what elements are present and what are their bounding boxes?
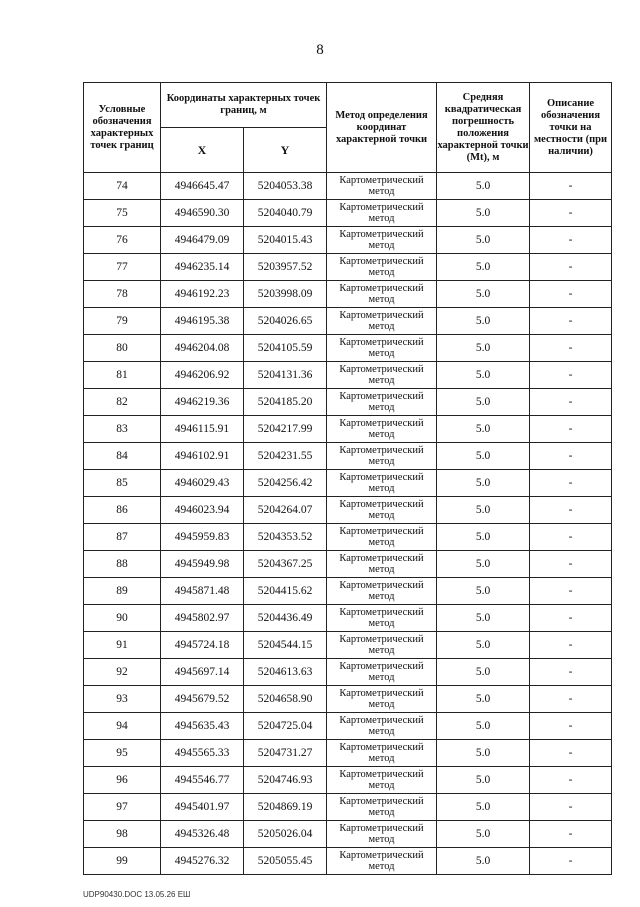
cell-description: -	[530, 578, 612, 605]
table-body	[84, 173, 612, 875]
cell-method: Картометрический метод	[327, 740, 437, 767]
cell-y: 5204256.42	[244, 470, 327, 497]
cell-method: Картометрический метод	[327, 254, 437, 281]
cell-point-number: 87	[84, 524, 161, 551]
cell-point-number: 85	[84, 470, 161, 497]
table-row	[84, 578, 612, 605]
cell-accuracy: 5.0	[437, 362, 530, 389]
cell-x: 4946590.30	[161, 200, 244, 227]
cell-description: -	[530, 389, 612, 416]
cell-point-number: 94	[84, 713, 161, 740]
header-coordinates-group: Координаты характерных точек границ, м	[161, 83, 327, 128]
cell-method: Картометрический метод	[327, 227, 437, 254]
table-row	[84, 713, 612, 740]
table-row	[84, 416, 612, 443]
cell-x: 4945871.48	[161, 578, 244, 605]
cell-description: -	[530, 524, 612, 551]
cell-accuracy: 5.0	[437, 200, 530, 227]
cell-x: 4946029.43	[161, 470, 244, 497]
cell-accuracy: 5.0	[437, 389, 530, 416]
cell-accuracy: 5.0	[437, 524, 530, 551]
cell-accuracy: 5.0	[437, 713, 530, 740]
cell-y: 5204264.07	[244, 497, 327, 524]
cell-point-number: 77	[84, 254, 161, 281]
header-description: Описание обозначения точки на местности (при наличии)	[530, 83, 612, 173]
cell-method: Картометрический метод	[327, 200, 437, 227]
cell-point-number: 90	[84, 605, 161, 632]
cell-description: -	[530, 308, 612, 335]
cell-x: 4946115.91	[161, 416, 244, 443]
cell-description: -	[530, 605, 612, 632]
cell-accuracy: 5.0	[437, 308, 530, 335]
cell-x: 4946204.08	[161, 335, 244, 362]
cell-point-number: 96	[84, 767, 161, 794]
cell-point-number: 74	[84, 173, 161, 200]
cell-accuracy: 5.0	[437, 416, 530, 443]
cell-y: 5204131.36	[244, 362, 327, 389]
cell-x: 4946479.09	[161, 227, 244, 254]
cell-x: 4945959.83	[161, 524, 244, 551]
table-row	[84, 605, 612, 632]
cell-method: Картометрический метод	[327, 389, 437, 416]
cell-description: -	[530, 416, 612, 443]
cell-x: 4945949.98	[161, 551, 244, 578]
cell-x: 4946645.47	[161, 173, 244, 200]
cell-point-number: 91	[84, 632, 161, 659]
cell-point-number: 99	[84, 848, 161, 875]
cell-description: -	[530, 227, 612, 254]
cell-accuracy: 5.0	[437, 254, 530, 281]
cell-point-number: 89	[84, 578, 161, 605]
cell-x: 4946192.23	[161, 281, 244, 308]
cell-method: Картометрический метод	[327, 767, 437, 794]
cell-point-number: 84	[84, 443, 161, 470]
cell-point-number: 92	[84, 659, 161, 686]
cell-y: 5204544.15	[244, 632, 327, 659]
table-row	[84, 173, 612, 200]
table-row	[84, 821, 612, 848]
cell-description: -	[530, 200, 612, 227]
cell-accuracy: 5.0	[437, 686, 530, 713]
cell-method: Картометрический метод	[327, 281, 437, 308]
cell-method: Картометрический метод	[327, 308, 437, 335]
cell-y: 5204217.99	[244, 416, 327, 443]
cell-accuracy: 5.0	[437, 227, 530, 254]
cell-description: -	[530, 740, 612, 767]
cell-x: 4946235.14	[161, 254, 244, 281]
page-number: 8	[316, 42, 324, 58]
cell-accuracy: 5.0	[437, 443, 530, 470]
table-row	[84, 767, 612, 794]
cell-accuracy: 5.0	[437, 848, 530, 875]
cell-y: 5204725.04	[244, 713, 327, 740]
cell-method: Картометрический метод	[327, 335, 437, 362]
cell-y: 5204015.43	[244, 227, 327, 254]
cell-y: 5204436.49	[244, 605, 327, 632]
cell-y: 5204026.65	[244, 308, 327, 335]
cell-point-number: 79	[84, 308, 161, 335]
table-row	[84, 686, 612, 713]
cell-method: Картометрический метод	[327, 713, 437, 740]
cell-method: Картометрический метод	[327, 686, 437, 713]
cell-y: 5203957.52	[244, 254, 327, 281]
cell-point-number: 98	[84, 821, 161, 848]
cell-accuracy: 5.0	[437, 335, 530, 362]
cell-method: Картометрический метод	[327, 794, 437, 821]
header-method: Метод определения координат характерной точки	[327, 83, 437, 173]
cell-x: 4945276.32	[161, 848, 244, 875]
table-row	[84, 362, 612, 389]
cell-point-number: 86	[84, 497, 161, 524]
cell-description: -	[530, 767, 612, 794]
cell-y: 5204185.20	[244, 389, 327, 416]
cell-y: 5205026.04	[244, 821, 327, 848]
table-row	[84, 470, 612, 497]
table-row	[84, 308, 612, 335]
header-y: Y	[244, 128, 327, 173]
cell-accuracy: 5.0	[437, 821, 530, 848]
cell-method: Картометрический метод	[327, 821, 437, 848]
cell-description: -	[530, 821, 612, 848]
table-row	[84, 497, 612, 524]
cell-x: 4945802.97	[161, 605, 244, 632]
cell-accuracy: 5.0	[437, 659, 530, 686]
cell-method: Картометрический метод	[327, 362, 437, 389]
cell-accuracy: 5.0	[437, 632, 530, 659]
cell-accuracy: 5.0	[437, 281, 530, 308]
cell-y: 5204040.79	[244, 200, 327, 227]
cell-point-number: 97	[84, 794, 161, 821]
table-row	[84, 443, 612, 470]
cell-point-number: 83	[84, 416, 161, 443]
cell-x: 4945635.43	[161, 713, 244, 740]
cell-y: 5204746.93	[244, 767, 327, 794]
cell-method: Картометрический метод	[327, 605, 437, 632]
cell-description: -	[530, 713, 612, 740]
table-row	[84, 740, 612, 767]
cell-y: 5204658.90	[244, 686, 327, 713]
cell-description: -	[530, 794, 612, 821]
cell-point-number: 81	[84, 362, 161, 389]
cell-x: 4946219.36	[161, 389, 244, 416]
table-row	[84, 659, 612, 686]
cell-description: -	[530, 335, 612, 362]
cell-point-number: 95	[84, 740, 161, 767]
cell-y: 5204231.55	[244, 443, 327, 470]
cell-description: -	[530, 659, 612, 686]
cell-description: -	[530, 470, 612, 497]
table-row	[84, 389, 612, 416]
cell-point-number: 88	[84, 551, 161, 578]
header-point-designation: Условные обозначения характерных точек границ	[84, 83, 161, 173]
cell-accuracy: 5.0	[437, 794, 530, 821]
table-row	[84, 254, 612, 281]
cell-y: 5205055.45	[244, 848, 327, 875]
cell-method: Картометрический метод	[327, 551, 437, 578]
header-x: X	[161, 128, 244, 173]
cell-method: Картометрический метод	[327, 173, 437, 200]
cell-method: Картометрический метод	[327, 524, 437, 551]
cell-description: -	[530, 362, 612, 389]
cell-accuracy: 5.0	[437, 605, 530, 632]
table-row	[84, 794, 612, 821]
cell-description: -	[530, 173, 612, 200]
cell-y: 5204869.19	[244, 794, 327, 821]
cell-x: 4946023.94	[161, 497, 244, 524]
table-row	[84, 281, 612, 308]
cell-x: 4945679.52	[161, 686, 244, 713]
cell-description: -	[530, 443, 612, 470]
cell-method: Картометрический метод	[327, 443, 437, 470]
cell-accuracy: 5.0	[437, 470, 530, 497]
cell-description: -	[530, 551, 612, 578]
coordinates-table	[83, 82, 612, 875]
cell-y: 5203998.09	[244, 281, 327, 308]
cell-point-number: 93	[84, 686, 161, 713]
cell-x: 4946195.38	[161, 308, 244, 335]
header-accuracy: Средняя квадратическая погрешность положения характерной точки (Mt), м	[437, 83, 530, 173]
cell-x: 4945724.18	[161, 632, 244, 659]
cell-accuracy: 5.0	[437, 497, 530, 524]
cell-method: Картометрический метод	[327, 848, 437, 875]
table-row	[84, 335, 612, 362]
cell-x: 4945565.33	[161, 740, 244, 767]
cell-accuracy: 5.0	[437, 767, 530, 794]
cell-description: -	[530, 632, 612, 659]
cell-y: 5204613.63	[244, 659, 327, 686]
cell-description: -	[530, 497, 612, 524]
cell-accuracy: 5.0	[437, 740, 530, 767]
cell-x: 4945326.48	[161, 821, 244, 848]
cell-method: Картометрический метод	[327, 632, 437, 659]
cell-y: 5204105.59	[244, 335, 327, 362]
table-row	[84, 227, 612, 254]
cell-y: 5204415.62	[244, 578, 327, 605]
cell-point-number: 76	[84, 227, 161, 254]
cell-method: Картометрический метод	[327, 497, 437, 524]
cell-y: 5204731.27	[244, 740, 327, 767]
table-row	[84, 524, 612, 551]
cell-description: -	[530, 686, 612, 713]
table-row	[84, 848, 612, 875]
cell-point-number: 75	[84, 200, 161, 227]
cell-x: 4945546.77	[161, 767, 244, 794]
cell-x: 4945697.14	[161, 659, 244, 686]
cell-y: 5204367.25	[244, 551, 327, 578]
table-row	[84, 200, 612, 227]
footer-doc-id: UDP90430.DOC 13.05.26 ЕШ	[83, 890, 191, 899]
cell-description: -	[530, 254, 612, 281]
cell-method: Картометрический метод	[327, 416, 437, 443]
cell-method: Картометрический метод	[327, 659, 437, 686]
cell-point-number: 82	[84, 389, 161, 416]
cell-description: -	[530, 848, 612, 875]
cell-accuracy: 5.0	[437, 578, 530, 605]
cell-point-number: 78	[84, 281, 161, 308]
cell-x: 4946206.92	[161, 362, 244, 389]
cell-x: 4945401.97	[161, 794, 244, 821]
cell-description: -	[530, 281, 612, 308]
table-row	[84, 551, 612, 578]
cell-y: 5204053.38	[244, 173, 327, 200]
cell-point-number: 80	[84, 335, 161, 362]
cell-accuracy: 5.0	[437, 173, 530, 200]
cell-method: Картометрический метод	[327, 578, 437, 605]
table-row	[84, 632, 612, 659]
cell-x: 4946102.91	[161, 443, 244, 470]
cell-accuracy: 5.0	[437, 551, 530, 578]
cell-method: Картометрический метод	[327, 470, 437, 497]
cell-y: 5204353.52	[244, 524, 327, 551]
